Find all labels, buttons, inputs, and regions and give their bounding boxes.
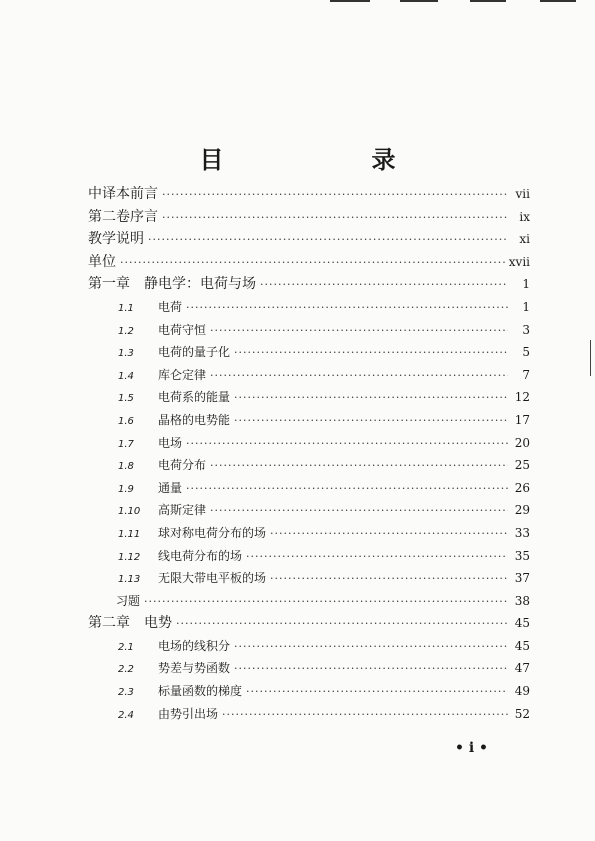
toc-entry[interactable] <box>88 228 530 251</box>
toc-entry-title: 电荷分布 <box>158 458 207 473</box>
toc-entry-number: 1.2 <box>118 325 134 337</box>
dot-leader <box>234 342 508 364</box>
toc-entry[interactable] <box>88 545 530 568</box>
toc-entry-page: 52 <box>514 706 530 721</box>
toc-entry-page: 49 <box>514 684 530 699</box>
dot-leader <box>176 613 508 635</box>
toc-entry-page: 45 <box>514 616 530 631</box>
toc-entry-page: vii <box>515 187 530 201</box>
toc-entry[interactable] <box>88 499 530 522</box>
table-of-contents <box>88 183 530 725</box>
toc-entry-page: 3 <box>522 322 530 337</box>
toc-entry-title: 电荷系的能量 <box>158 390 231 405</box>
dot-leader <box>210 500 508 522</box>
toc-entry[interactable] <box>88 364 530 387</box>
toc-entry-page: ix <box>519 209 530 224</box>
page-title: 目 录 <box>199 145 458 174</box>
toc-entry-page: xi <box>519 232 530 247</box>
toc-entry-title: 中译本前言 <box>88 186 158 202</box>
top-rule-2 <box>400 0 438 2</box>
toc-entry-title: 电场的线积分 <box>158 638 231 653</box>
toc-entry-page: 35 <box>514 548 530 563</box>
top-rule-1 <box>330 0 370 2</box>
dot-leader <box>186 478 508 500</box>
toc-entry-title: 由势引出场 <box>158 706 219 721</box>
toc-entry-title: 电荷 <box>158 299 183 314</box>
toc-entry-number: 2.3 <box>118 687 134 699</box>
dot-leader <box>186 297 508 319</box>
toc-entry[interactable] <box>88 612 530 635</box>
toc-entry[interactable] <box>88 409 530 432</box>
toc-entry[interactable] <box>88 341 530 364</box>
toc-entry[interactable] <box>88 522 530 545</box>
dot-leader <box>234 410 508 432</box>
dot-leader <box>186 433 508 455</box>
toc-entry-number: 1.10 <box>118 506 141 518</box>
toc-entry-number: 2.1 <box>118 641 134 653</box>
toc-entry-page: 38 <box>514 593 530 608</box>
toc-entry-number: 1.11 <box>118 528 141 540</box>
toc-entry-number: 1.7 <box>118 438 134 450</box>
toc-entry-page: 17 <box>514 412 530 427</box>
top-rule-4 <box>540 0 576 2</box>
toc-entry[interactable] <box>88 454 530 477</box>
dot-leader <box>270 523 508 545</box>
toc-entry[interactable] <box>88 273 530 296</box>
toc-entry[interactable] <box>88 251 530 274</box>
dot-leader <box>260 274 508 296</box>
toc-entry[interactable] <box>88 386 530 409</box>
toc-entry-title: 第二章 电势 <box>88 615 172 632</box>
page-number: • i • <box>455 740 488 756</box>
toc-entry-page: xvii <box>508 254 530 269</box>
toc-entry-page: 20 <box>514 435 530 450</box>
toc-entry-title: 教学说明 <box>88 231 144 248</box>
toc-entry-page: 12 <box>514 390 530 405</box>
toc-entry-page: 33 <box>514 525 530 540</box>
toc-entry-title: 单位 <box>88 253 116 270</box>
toc-entry-number: 1.5 <box>118 393 134 405</box>
toc-entry-number: 2.2 <box>118 664 134 676</box>
dot-leader <box>246 681 508 703</box>
dot-leader <box>120 252 505 274</box>
toc-entry[interactable] <box>88 567 530 590</box>
margin-mark <box>590 340 591 376</box>
dot-leader <box>210 365 508 387</box>
dot-leader <box>234 636 508 658</box>
toc-entry-title: 无限大带电平板的场 <box>158 571 267 586</box>
dot-leader <box>162 207 508 229</box>
toc-entry-number: 1.13 <box>118 574 141 586</box>
toc-entry-number: 1.12 <box>118 551 141 563</box>
dot-leader <box>210 320 508 342</box>
toc-entry-title: 标量函数的梯度 <box>158 684 243 699</box>
toc-entry-number: 2.4 <box>118 709 134 721</box>
dot-leader <box>234 658 508 680</box>
toc-entry-title: 电荷的量子化 <box>158 345 231 360</box>
toc-entry-title: 势差与势函数 <box>158 661 231 676</box>
dot-leader <box>234 387 508 409</box>
toc-entry-title: 库仑定律 <box>158 367 207 382</box>
toc-entry[interactable] <box>88 319 530 342</box>
toc-entry-title: 电荷守恒 <box>158 322 207 337</box>
toc-entry-page: 37 <box>514 571 530 586</box>
dot-leader <box>270 568 508 590</box>
toc-entry[interactable] <box>88 432 530 455</box>
dot-leader <box>144 591 508 613</box>
toc-entry-page: 25 <box>514 458 530 473</box>
toc-entry-title: 通量 <box>158 480 183 495</box>
toc-entry[interactable] <box>88 635 530 658</box>
toc-entry[interactable] <box>88 703 530 726</box>
toc-entry-number: 1.6 <box>118 415 134 427</box>
toc-entry-page: 5 <box>522 345 530 360</box>
toc-entry-number: 1.9 <box>118 483 134 495</box>
toc-entry[interactable] <box>88 183 530 206</box>
toc-entry[interactable] <box>88 206 530 229</box>
toc-entry[interactable] <box>88 296 530 319</box>
toc-entry-page: 7 <box>522 367 530 382</box>
toc-entry-page: 26 <box>514 480 530 495</box>
toc-entry-title: 晶格的电势能 <box>158 412 231 427</box>
dot-leader <box>148 229 508 251</box>
dot-leader <box>222 704 508 726</box>
toc-entry-page: 1 <box>522 277 530 292</box>
toc-entry-page: 1 <box>522 299 530 314</box>
toc-entry-title: 球对称电荷分布的场 <box>158 525 267 540</box>
dot-leader <box>162 184 508 206</box>
dot-leader <box>246 546 508 568</box>
toc-entry[interactable] <box>88 590 530 613</box>
toc-entry-page: 47 <box>514 661 530 676</box>
toc-entry-title: 第二卷序言 <box>88 208 158 225</box>
toc-entry-number: 1.3 <box>118 348 134 360</box>
toc-entry-number: 1.8 <box>118 461 134 473</box>
toc-entry-page: 29 <box>514 503 530 518</box>
dot-leader <box>210 455 508 477</box>
toc-entry-page: 45 <box>514 638 530 653</box>
toc-entry[interactable] <box>88 680 530 703</box>
toc-entry-title: 习题 <box>116 593 141 608</box>
toc-entry[interactable] <box>88 657 530 680</box>
top-rule-3 <box>470 0 506 2</box>
toc-entry-title: 高斯定律 <box>158 503 207 518</box>
toc-entry-number: 1.1 <box>118 302 134 314</box>
toc-entry-title: 线电荷分布的场 <box>158 548 243 563</box>
toc-entry-title: 电场 <box>158 435 183 450</box>
toc-entry[interactable] <box>88 477 530 500</box>
toc-entry-number: 1.4 <box>118 370 134 382</box>
toc-entry-title: 第一章 静电学：电荷与场 <box>88 276 256 293</box>
